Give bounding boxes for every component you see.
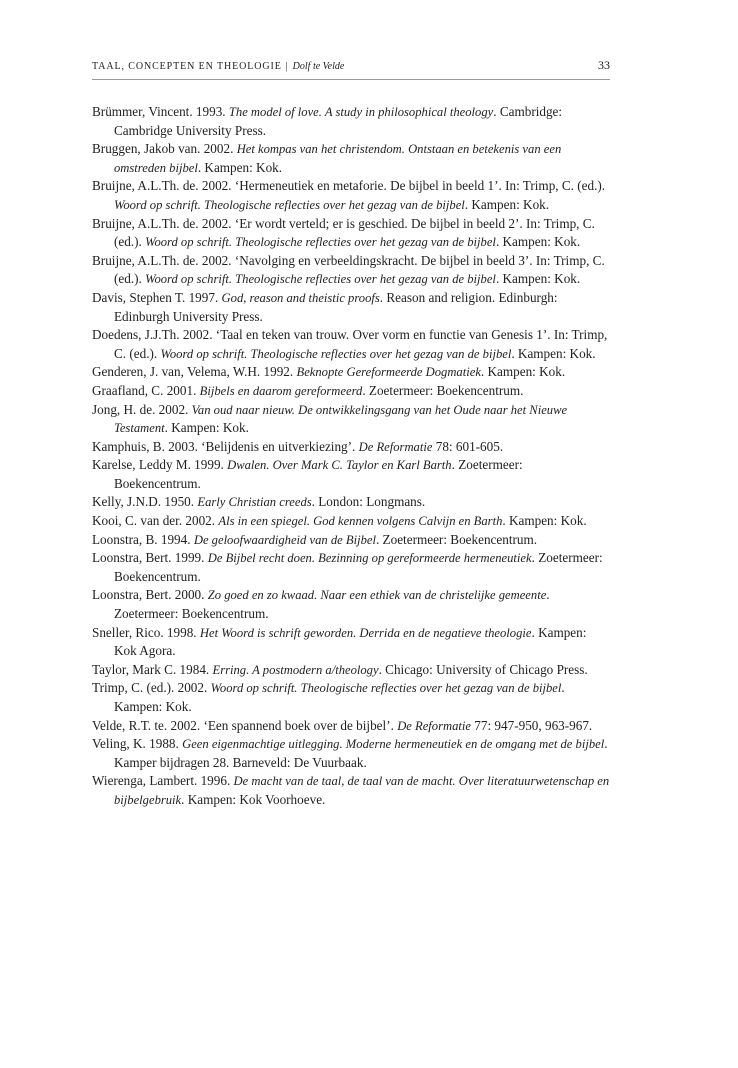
reference-text: Taylor, Mark C. 1984. — [92, 661, 213, 677]
reference-title: De geloofwaardigheid van de Bijbel — [193, 532, 376, 547]
reference-text: Loonstra, B. 1994. — [92, 531, 194, 547]
reference-title: The model of love. A study in philosophical theology — [228, 105, 494, 119]
reference-title: Erring. A postmodern a/theology — [212, 662, 379, 677]
reference-title: De Reformatie — [358, 439, 433, 454]
reference-text: Bruijne, A.L.Th. de. 2002. ‘Navolging en verbeeldingskracht. De bijbel in beeld 3’. In: Trimp, C. (ed.). — [92, 252, 605, 287]
reference-title: Het kompas van het christendom. Ontstaan en betekenis van een omstreden bijbel — [114, 142, 562, 175]
reference-text: Graafland, C. 2001. — [92, 382, 200, 398]
running-head — [92, 61, 344, 72]
reference-title: Woord op schrift. Theologische reflecties over het gezag van de bijbel — [114, 197, 465, 212]
reference-title: De Reformatie — [397, 718, 471, 733]
reference-text: Bruggen, Jakob van. 2002. — [92, 141, 237, 157]
reference-item — [92, 456, 610, 493]
reference-text: . Kampen: Kok Agora. — [114, 624, 587, 659]
reference-title: God, reason and theistic proofs — [221, 290, 380, 305]
reference-text: Sneller, Rico. 1998. — [92, 624, 200, 640]
reference-item — [92, 177, 610, 214]
reference-text: Genderen, J. van, Velema, W.H. 1992. — [92, 364, 297, 380]
reference-text: . Kampen: Kok. — [464, 196, 550, 212]
reference-text: Doedens, J.J.Th. 2002. ‘Taal en teken van trouw. Over vorm en functie van Genesis 1’. In: Trimp, C. (ed.). — [92, 327, 608, 361]
reference-text: . Kampen: Kok. — [502, 513, 587, 529]
reference-text: Veling, K. 1988. — [92, 736, 183, 752]
reference-item — [92, 382, 610, 401]
reference-text: . Chicago: University of Chicago Press. — [378, 661, 588, 677]
reference-item — [92, 493, 610, 512]
reference-title: Als in een spiegel. God kennen volgens Calvijn en Barth — [218, 514, 503, 529]
reference-text: . Kamper bijdragen 28. Barneveld: De Vuurbaak. — [114, 736, 608, 770]
reference-item — [92, 512, 610, 531]
reference-title: Bijbels en daarom gereformeerd — [199, 383, 363, 398]
reference-item — [92, 289, 610, 326]
header-separator: | — [285, 61, 289, 72]
reference-item — [92, 103, 610, 140]
reference-text: . Zoetermeer: Boekencentrum. — [114, 457, 523, 491]
reference-item — [92, 252, 610, 289]
reference-text: . Kampen: Kok. — [495, 234, 581, 250]
reference-text: . Cambridge: Cambridge University Press. — [114, 104, 563, 138]
reference-title: De macht van de taal, de taal van de macht. Over literatuurwetenschap en bijbelgebruik — [114, 774, 610, 807]
reference-title: Zo goed en zo kwaad. Naar een ethiek van de christelijke gemeente — [207, 588, 547, 603]
reference-item — [92, 140, 610, 177]
reference-title: Dwalen. Over Mark C. Taylor en Karl Barth — [227, 458, 452, 473]
reference-item — [92, 717, 610, 736]
reference-title: Early Christian creeds — [197, 495, 312, 510]
reference-text: Kooi, C. van der. 2002. — [92, 513, 219, 529]
running-title: TAAL, CONCEPTEN EN THEOLOGIE — [92, 61, 282, 72]
reference-list — [92, 103, 610, 810]
reference-text: . Zoetermeer: Boekencentrum. — [362, 382, 524, 398]
reference-title: De Bijbel recht doen. Bezinning op gereformeerde hermeneutiek — [207, 551, 532, 566]
reference-text: Bruijne, A.L.Th. de. 2002. ‘Hermeneutiek en metaforie. De bijbel in beeld 1’. In: Trimp, C. (ed.). — [92, 178, 606, 194]
reference-text: . Kampen: Kok. — [495, 271, 581, 287]
running-header — [92, 58, 610, 80]
reference-text: . Zoetermeer: Boekencentrum. — [114, 550, 603, 584]
reference-item — [92, 624, 610, 661]
reference-text: Kamphuis, B. 2003. ‘Belijdenis en uitverkiezing’. — [92, 438, 359, 454]
reference-text: Loonstra, Bert. 2000. — [92, 587, 208, 603]
page-number: 33 — [598, 58, 610, 72]
reference-text: Wierenga, Lambert. 1996. — [92, 773, 234, 789]
reference-item — [92, 772, 610, 809]
reference-item — [92, 363, 610, 382]
reference-title: Woord op schrift. Theologische reflecties over het gezag van de bijbel — [145, 235, 496, 250]
reference-title: Geen eigenmachtige uitlegging. Moderne hermeneutiek en de omgang met de bijbel — [182, 737, 605, 752]
reference-item — [92, 586, 610, 623]
reference-title: Van oud naar nieuw. De ontwikkelingsgang van het Oude naar het Nieuwe Testament — [114, 402, 568, 436]
reference-text: . Kampen: Kok Voorhoeve. — [181, 791, 326, 807]
reference-text: Brümmer, Vincent. 1993. — [92, 104, 229, 119]
reference-text: . Zoetermeer: Boekencentrum. — [114, 587, 550, 622]
reference-text: Bruijne, A.L.Th. de. 2002. ‘Er wordt verteld; er is geschied. De bijbel in beeld 2’. In: Trimp, C. (ed.). — [92, 215, 595, 250]
reference-title: Woord op schrift. Theologische reflecties over het gezag van de bijbel — [145, 272, 496, 287]
reference-text: . Reason and religion. Edinburgh: Edinburgh University Press. — [114, 289, 558, 324]
running-author: Dolf te Velde — [292, 61, 345, 72]
reference-title: Woord op schrift. Theologische reflecties over het gezag van de bijbel — [160, 346, 512, 361]
reference-item — [92, 215, 610, 252]
reference-text: Kelly, J.N.D. 1950. — [92, 494, 198, 510]
reference-text: . Kampen: Kok. — [114, 680, 565, 714]
reference-title: Het Woord is schrift geworden. Derrida en de negatieve theologie — [199, 625, 532, 640]
reference-item — [92, 401, 610, 438]
reference-item — [92, 661, 610, 680]
reference-item — [92, 549, 610, 586]
reference-item — [92, 735, 610, 772]
reference-text: . London: Longmans. — [311, 494, 426, 510]
reference-text: . Kampen: Kok. — [164, 420, 249, 436]
reference-text: Velde, R.T. te. 2002. ‘Een spannend boek over de bijbel’. — [92, 717, 398, 733]
reference-text: 78: 601-605. — [432, 438, 504, 454]
reference-text: . Zoetermeer: Boekencentrum. — [375, 531, 538, 547]
reference-text: Jong, H. de. 2002. — [92, 401, 192, 417]
reference-text: . Kampen: Kok. — [197, 159, 283, 175]
reference-text: Davis, Stephen T. 1997. — [92, 289, 222, 305]
reference-item — [92, 326, 610, 363]
reference-item — [92, 679, 610, 716]
reference-text: . Kampen: Kok. — [511, 345, 596, 361]
reference-title: Beknopte Gereformeerde Dogmatiek — [296, 365, 481, 380]
reference-text: Loonstra, Bert. 1999. — [92, 550, 208, 566]
reference-text: 77: 947-950, 963-967. — [470, 717, 593, 733]
reference-title: Woord op schrift. Theologische reflecties over het gezag van de bijbel — [210, 681, 562, 696]
reference-text: Trimp, C. (ed.). 2002. — [92, 680, 211, 696]
reference-text: Karelse, Leddy M. 1999. — [92, 457, 228, 473]
reference-item — [92, 531, 610, 550]
reference-text: . Kampen: Kok. — [480, 364, 566, 380]
reference-item — [92, 438, 610, 457]
